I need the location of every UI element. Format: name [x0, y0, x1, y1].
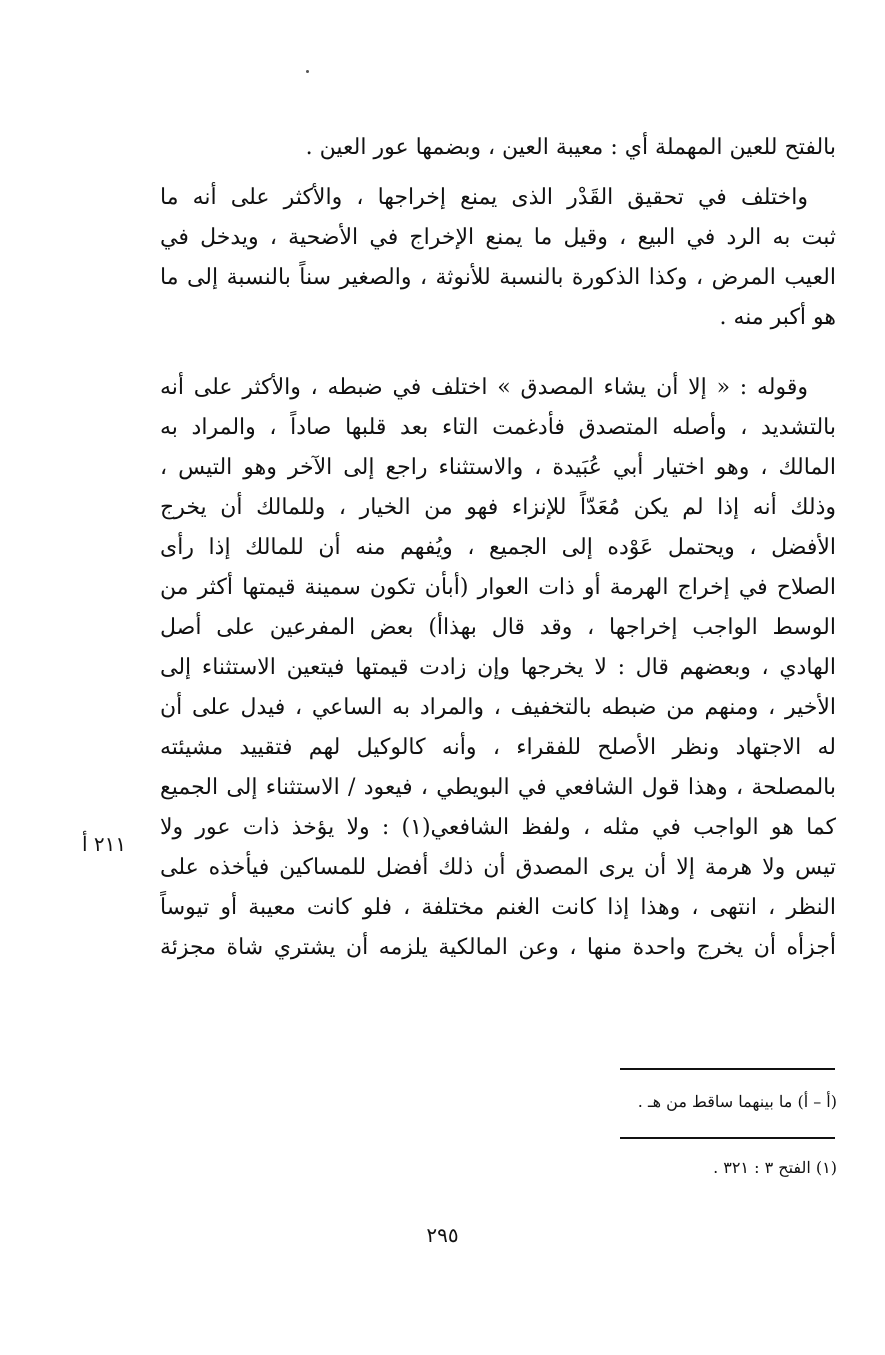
scan-speck — [306, 70, 309, 73]
text-line: النظر ، انتهى ، وهذا إذا كانت الغنم مختلفة ، فلو كانت معيبة أو تيوساً — [160, 895, 836, 920]
text-line: تيس ولا هرمة إلا أن يرى المصدق أن ذلك أفضل للمساكين فيأخذه على — [160, 855, 836, 880]
manuscript-folio-note: ٢١١ أ — [82, 832, 127, 856]
text-line: الصلاح في إخراج الهرمة أو ذات العوار (أبأن تكون سمينة قيمتها أكثر من — [160, 575, 836, 600]
text-line: وذلك أنه إذا لم يكن مُعَدّاً للإنزاء فهو من الخيار ، وللمالك أن يخرج — [160, 495, 836, 520]
text-line: ثبت به الرد في البيع ، وقيل ما يمنع الإخراج في الأضحية ، ويدخل في — [160, 225, 836, 250]
text-line: كما هو الواجب في مثله ، ولفظ الشافعي(١) : ولا يؤخذ ذات عور ولا — [160, 815, 836, 840]
text-line: العيب المرض ، وكذا الذكورة بالنسبة للأنوثة ، والصغير سناً بالنسبة إلى ما — [160, 265, 836, 290]
text-line: الأخير ، ومنهم من ضبطه بالتخفيف ، والمراد به الساعي ، فيدل على أن — [160, 695, 836, 720]
text-line: الهادي ، وبعضهم قال : لا يخرجها وإن زادت قيمتها فيتعين الاستثناء إلى — [160, 655, 836, 680]
text-line: الوسط الواجب إخراجها ، وقد قال بهذاأ) بعض المفرعين على أصل — [160, 615, 836, 640]
source-footnote: (١) الفتح ٣ : ٣٢١ . — [713, 1158, 837, 1177]
text-line: المالك ، وهو اختيار أبي عُبَيدة ، والاستثناء راجع إلى الآخر وهو التيس ، — [160, 455, 836, 480]
text-line: وقوله : « إلا أن يشاء المصدق » اختلف في ضبطه ، والأكثر على أنه — [160, 375, 808, 400]
paragraph-1 — [160, 128, 836, 168]
text-line: بالتشديد ، وأصله المتصدق فأدغمت التاء بعد قلبها صاداً ، والمراد به — [160, 415, 836, 440]
text-line: الأفضل ، ويحتمل عَوْده إلى الجميع ، ويُفهم منه أن للمالك إذا رأى — [160, 535, 836, 560]
page-number: ٢٩٥ — [426, 1223, 459, 1247]
text-line: بالمصلحة ، وهذا قول الشافعي في البويطي ، فيعود / الاستثناء إلى الجميع — [160, 775, 836, 800]
text-line: أجزأه أن يخرج واحدة منها ، وعن المالكية يلزمه أن يشتري شاة مجزئة — [160, 935, 836, 960]
paragraph-3 — [160, 368, 836, 968]
text-line: له الاجتهاد ونظر الأصلح للفقراء ، وأنه كالوكيل لهم فتقييد مشيئته — [160, 735, 836, 760]
text-line: هو أكبر منه . — [719, 305, 836, 330]
variant-footnote: (أ – أ) ما بينهما ساقط من هـ . — [637, 1092, 837, 1111]
text-line: واختلف في تحقيق القَدْر الذى يمنع إخراجها ، والأكثر على أنه ما — [160, 185, 808, 210]
text-line: بالفتح للعين المهملة أي : معيبة العين ، وبضمها عور العين . — [305, 135, 836, 160]
paragraph-2 — [160, 178, 836, 338]
footnote-separator-1 — [620, 1068, 835, 1070]
footnote-separator-2 — [620, 1137, 835, 1139]
